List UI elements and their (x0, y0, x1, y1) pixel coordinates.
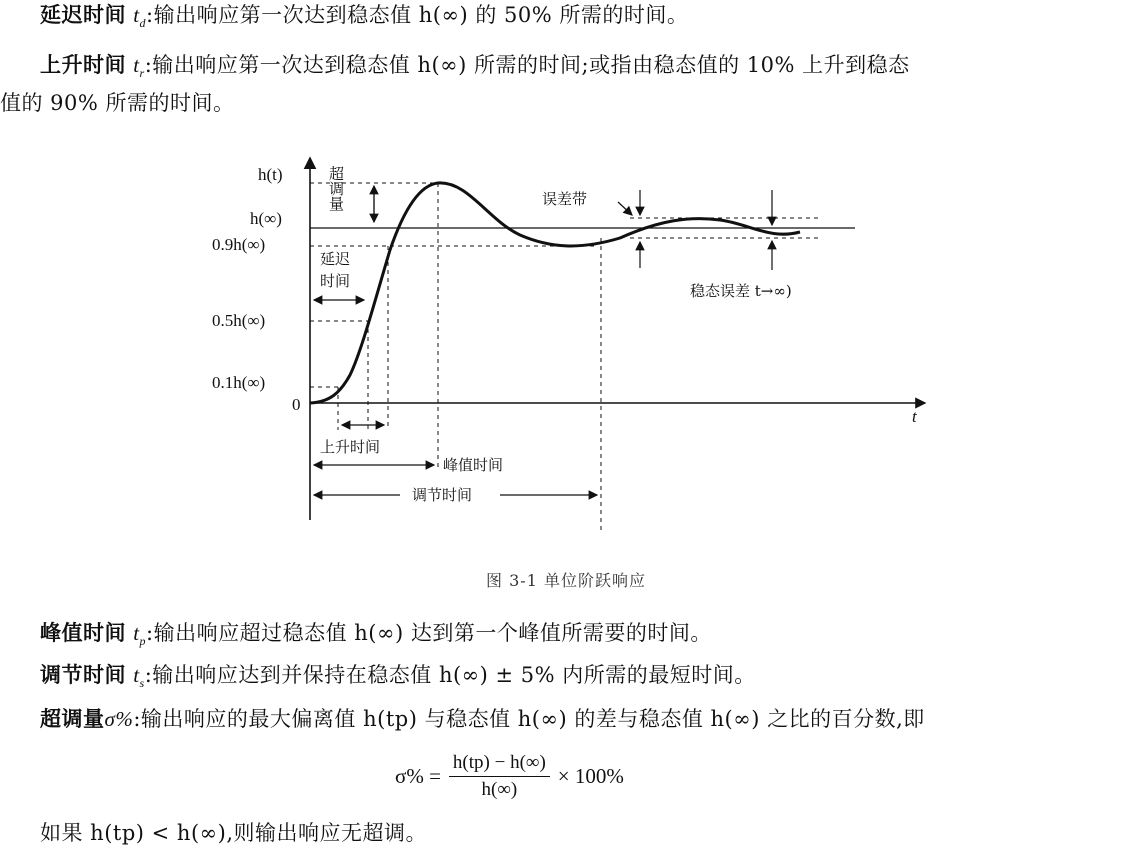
symbol-tp: $t_p$ (133, 621, 147, 649)
formula-lhs: σ% = (395, 764, 441, 788)
label-rise-time: 上升时间 (320, 438, 381, 456)
overshoot-formula (395, 752, 624, 801)
error-band-pointer (618, 202, 632, 215)
formula-denominator: h(∞) (481, 779, 518, 800)
step-response-figure (150, 140, 950, 560)
term-peak-time: 峰值时间 (40, 620, 126, 645)
definition-settle: :输出响应达到并保持在稳态值 h(∞) ± 5% 内所需的最短时间。 (144, 663, 756, 687)
figure-caption: 图 3-1 单位阶跃响应 (486, 571, 646, 590)
paragraph-settle-time (40, 660, 756, 698)
label-steady-error: 稳态误差 t→∞) (690, 282, 792, 300)
label-peak-time: 峰值时间 (443, 456, 504, 474)
paragraph-rise-time (40, 50, 910, 88)
paragraph-conclusion: 如果 h(tp) < h(∞),则输出响应无超调。 (40, 821, 427, 845)
symbol-tr: $t_r$ (133, 53, 145, 81)
label-overshoot: 超调量 (327, 166, 345, 211)
term-overshoot: 超调量 (40, 706, 105, 731)
term-rise-time: 上升时间 (40, 52, 126, 77)
symbol-sigma: σ% (104, 707, 134, 731)
paragraph-peak-time (40, 618, 712, 656)
definition-peak: :输出响应超过稳态值 h(∞) 达到第一个峰值所需要的时间。 (146, 621, 712, 645)
label-delay-2: 时间 (320, 272, 351, 290)
formula-rhs: × 100% (557, 764, 624, 788)
label-hinf: h(∞) (250, 209, 282, 228)
label-error-band: 误差带 (542, 190, 588, 208)
label-0.5hinf: 0.5h(∞) (212, 311, 266, 330)
symbol-td: $t_d$ (133, 3, 147, 31)
label-t: t (912, 407, 917, 426)
term-delay-time: 延迟时间 (40, 2, 126, 27)
label-delay-1: 延迟 (320, 250, 351, 268)
paragraph-delay-time (40, 0, 688, 38)
formula-numerator: h(tp) − h(∞) (449, 752, 550, 777)
label-0.9hinf: 0.9h(∞) (212, 235, 266, 254)
definition-overshoot: :输出响应的最大偏离值 h(tp) 与稳态值 h(∞) 的差与稳态值 h(∞) 之比的百分数,即 (133, 707, 925, 731)
label-settle-time: 调节时间 (412, 486, 473, 504)
label-0.1hinf: 0.1h(∞) (212, 373, 266, 392)
term-settle-time: 调节时间 (40, 662, 126, 687)
label-zero: 0 (292, 395, 301, 414)
formula-fraction (449, 752, 550, 801)
definition-delay: :输出响应第一次达到稳态值 h(∞) 的 50% 所需的时间。 (146, 3, 689, 27)
paragraph-rise-continued: 值的 90% 所需的时间。 (0, 91, 235, 115)
label-ht: h(t) (258, 165, 283, 184)
symbol-ts: $t_s$ (133, 663, 145, 691)
paragraph-overshoot (40, 704, 925, 734)
definition-rise: :输出响应第一次达到稳态值 h(∞) 所需的时间;或指由稳态值的 10% 上升到稳态 (144, 53, 910, 77)
